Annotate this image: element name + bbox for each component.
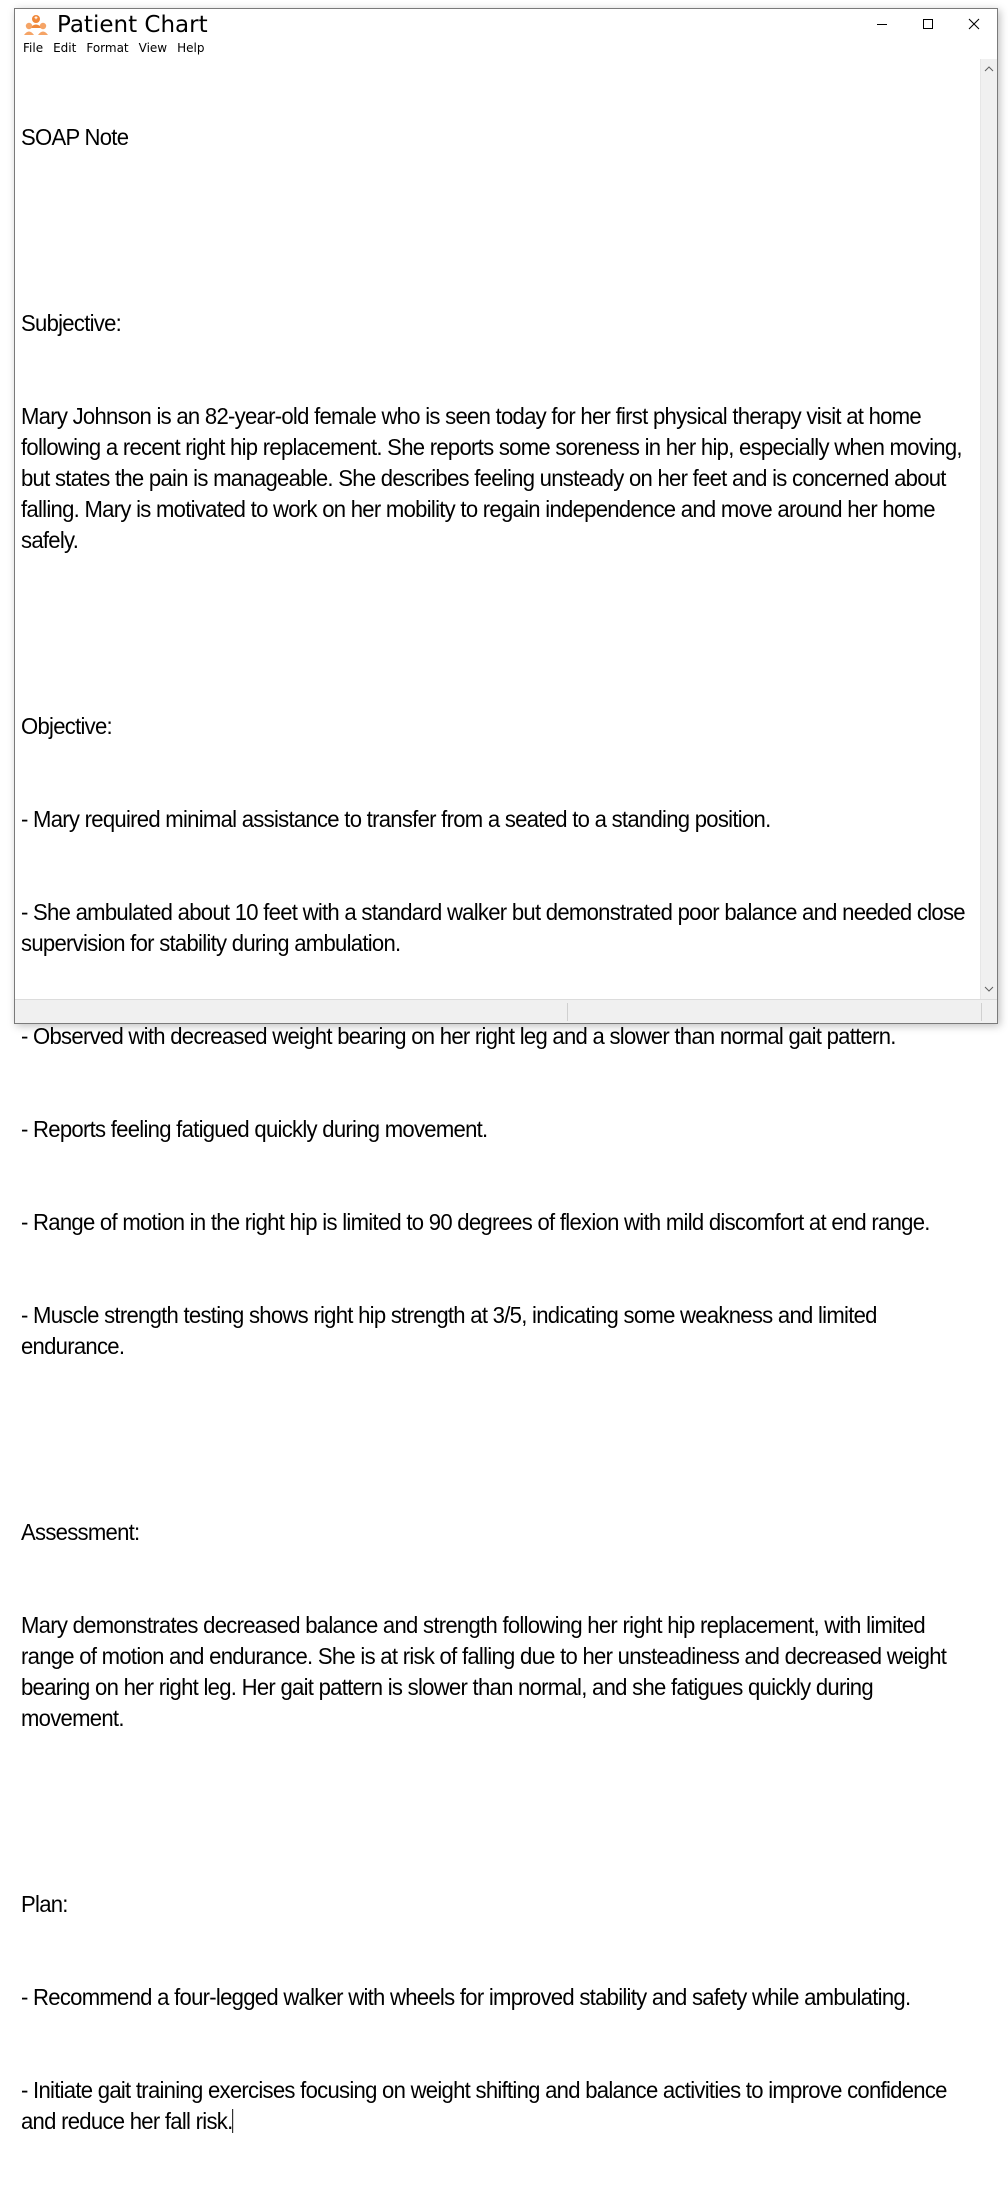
window-controls bbox=[859, 9, 997, 39]
scroll-up-button[interactable] bbox=[981, 61, 997, 77]
status-bar bbox=[15, 999, 997, 1023]
doc-line-plan-item: - Recommend a four-legged walker with wheels for improved stability and safety while ambulating. bbox=[21, 1984, 911, 2010]
doc-line-plan-heading: Plan: bbox=[21, 1891, 68, 1917]
doc-line-objective-item: - Mary required minimal assistance to transfer from a seated to a standing position. bbox=[21, 806, 771, 832]
close-button[interactable] bbox=[951, 9, 997, 39]
menu-bar bbox=[15, 40, 209, 58]
doc-line-blank bbox=[21, 1424, 976, 1455]
close-icon bbox=[968, 18, 980, 30]
menu-edit[interactable]: Edit bbox=[53, 41, 77, 55]
minimize-button[interactable] bbox=[859, 9, 905, 39]
doc-line-subjective-heading: Subjective: bbox=[21, 310, 122, 336]
doc-line-assessment-heading: Assessment: bbox=[21, 1519, 140, 1545]
minimize-icon bbox=[876, 18, 888, 30]
doc-line-objective-item: - Observed with decreased weight bearing on her right leg and a slower than normal gait pattern. bbox=[21, 1023, 896, 1049]
doc-line-plan-item-last bbox=[21, 2075, 976, 2137]
doc-line-objective-item: - Range of motion in the right hip is limited to 90 degrees of flexion with mild discomfort at end range. bbox=[21, 1209, 930, 1235]
doc-line-blank bbox=[21, 1796, 976, 1827]
patients-app-icon bbox=[24, 14, 48, 36]
menu-file[interactable]: File bbox=[23, 41, 44, 55]
doc-line-title: SOAP Note bbox=[21, 124, 129, 150]
doc-line-objective-item: - Reports feeling fatigued quickly during movement. bbox=[21, 1116, 488, 1142]
vertical-scrollbar[interactable] bbox=[980, 59, 997, 999]
document-text[interactable] bbox=[21, 60, 976, 2199]
text-editor[interactable] bbox=[15, 59, 981, 2134]
doc-line-assessment-body: Mary demonstrates decreased balance and strength following her right hip replacement, with limited range of motion and endurance. She is at risk of falling due to her unsteadiness and decreased weight bearing on her right leg. Her gait pattern is slower than normal, and she fatigues quickly during movement. bbox=[21, 1612, 952, 1731]
notepad-window bbox=[14, 8, 998, 2134]
doc-line-objective-heading: Objective: bbox=[21, 713, 112, 739]
doc-line-objective-item: - Muscle strength testing shows right hip strength at 3/5, indicating some weakness and limited endurance. bbox=[21, 1302, 883, 1359]
scroll-up-icon bbox=[984, 66, 994, 72]
maximize-button[interactable] bbox=[905, 9, 951, 39]
window-title: Patient Chart bbox=[57, 12, 208, 38]
doc-line-plan-item-text: - Initiate gait training exercises focusing on weight shifting and balance activities to improve confidence and reduce her fall risk. bbox=[21, 2077, 953, 2134]
maximize-icon bbox=[922, 18, 934, 30]
doc-line-objective-item: - She ambulated about 10 feet with a standard walker but demonstrated poor balance and needed close supervision for stability during ambulation. bbox=[21, 899, 971, 956]
doc-line-blank bbox=[21, 618, 976, 649]
text-caret bbox=[233, 2109, 234, 2133]
menu-view[interactable]: View bbox=[138, 41, 168, 55]
doc-line-subjective-body: Mary Johnson is an 82-year-old female who is seen today for her first physical therapy visit at home following a recent right hip replacement. She reports some soreness in her hip, especially when moving, but states the pain is manageable. She describes feeling unsteady on her feet and is concerned about falling. Mary is motivated to work on her mobility to regain independence and move around her home safely. bbox=[21, 403, 968, 553]
status-divider bbox=[981, 1003, 982, 1021]
doc-line-blank bbox=[21, 215, 976, 246]
scroll-down-icon bbox=[984, 986, 994, 992]
status-divider bbox=[567, 1003, 568, 1021]
menu-format[interactable]: Format bbox=[86, 41, 129, 55]
title-bar[interactable] bbox=[15, 9, 997, 41]
menu-help[interactable]: Help bbox=[177, 41, 205, 55]
scroll-down-button[interactable] bbox=[981, 981, 997, 997]
